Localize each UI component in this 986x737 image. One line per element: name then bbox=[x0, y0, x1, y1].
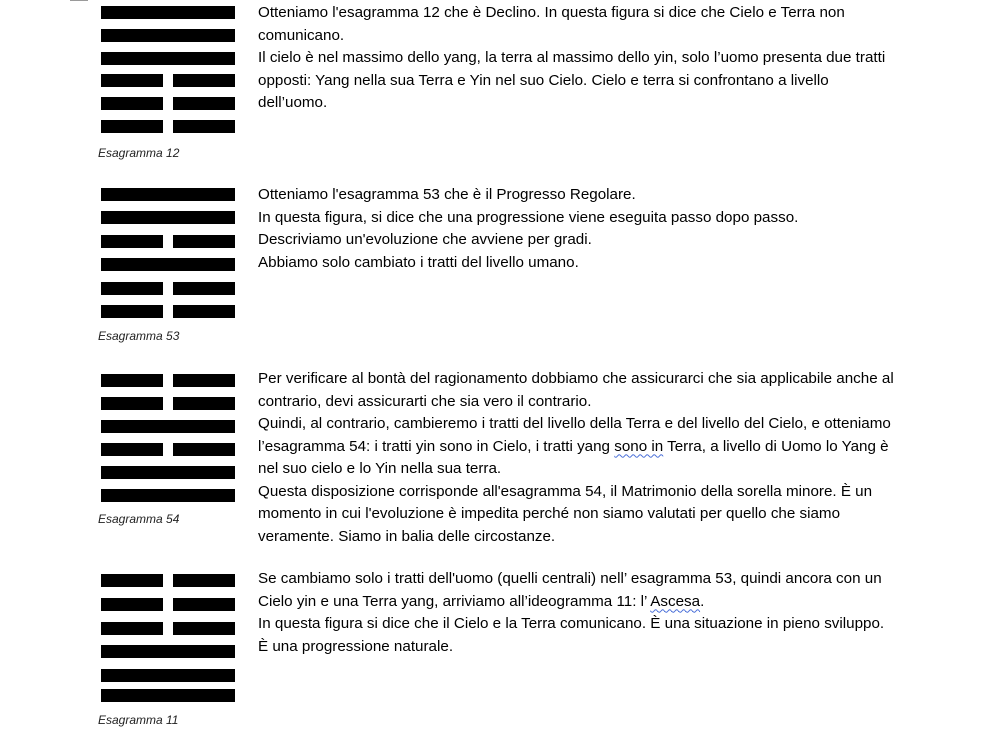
hexagram-line bbox=[101, 420, 235, 433]
hexagram-line bbox=[101, 305, 235, 318]
hexagram-figure-54 bbox=[101, 374, 235, 502]
hexagram-line bbox=[101, 374, 235, 387]
hexagram-line bbox=[101, 29, 235, 42]
spellcheck-flagged-text[interactable]: sono in bbox=[614, 437, 664, 455]
hexagram-line bbox=[101, 188, 235, 201]
paragraph: Otteniamo l'esagramma 53 che è il Progresso Regolare. bbox=[258, 186, 636, 203]
hexagram-line bbox=[101, 622, 235, 635]
paragraph-text: Terra, a livello di Uomo lo Yang è nel suo cielo e lo Yin nella sua terra. bbox=[258, 437, 889, 477]
hexagram-line bbox=[101, 120, 235, 133]
hexagram-caption: Esagramma 12 bbox=[98, 146, 180, 160]
hexagram-line bbox=[101, 6, 235, 19]
section-text bbox=[258, 184, 898, 274]
paragraph: Descriviamo un'evoluzione che avviene per gradi. bbox=[258, 231, 592, 248]
hexagram-line bbox=[101, 466, 235, 479]
hexagram-line bbox=[101, 645, 235, 658]
hexagram-line bbox=[101, 443, 235, 456]
paragraph bbox=[258, 568, 898, 613]
spellcheck-flagged-text[interactable]: Ascesa bbox=[650, 592, 701, 610]
hexagram-line bbox=[101, 235, 235, 248]
hexagram-line bbox=[101, 74, 235, 87]
paragraph: Otteniamo l'esagramma 12 che è Declino. In questa figura si dice che Cielo e Terra non comunicano. bbox=[258, 4, 845, 44]
hexagram-figure-11 bbox=[101, 574, 235, 702]
paragraph: Per verificare al bontà del ragionamento dobbiamo che assicurarci che sia applicabile anche al contrario, devi assicurarti che sia vero il contrario. bbox=[258, 370, 894, 410]
hexagram-line bbox=[101, 258, 235, 271]
hexagram-line bbox=[101, 598, 235, 611]
paragraph-text: . bbox=[700, 592, 705, 610]
hexagram-line bbox=[101, 574, 235, 587]
hexagram-line bbox=[101, 689, 235, 702]
section-text bbox=[258, 368, 898, 548]
paragraph bbox=[258, 413, 898, 481]
paragraph: Il cielo è nel massimo dello yang, la terra al massimo dello yin, solo l’uomo presenta due tratti opposti: Yang nella sua Terra e Yin nel suo Cielo. Cielo e terra si confrontano a livello dell’uomo. bbox=[258, 49, 886, 111]
paragraph: Abbiamo solo cambiato i tratti del livello umano. bbox=[258, 253, 579, 271]
hexagram-line bbox=[101, 211, 235, 224]
hexagram-line bbox=[101, 397, 235, 410]
hexagram-figure-12 bbox=[101, 6, 235, 133]
paragraph-text: Se cambiamo solo i tratti dell'uomo (quelli centrali) nell’ esagramma 53, quindi ancora con un Cielo yin e una Terra yang, arriviamo all’ideogramma 11: l’ bbox=[258, 570, 882, 610]
paragraph: In questa figura, si dice che una progressione viene eseguita passo dopo passo. bbox=[258, 208, 799, 226]
page-corner-mark bbox=[70, 0, 88, 1]
paragraph-text: Quindi, al contrario, cambieremo i tratti del livello della Terra e del livello del Cielo, e otteniamo l’esagramma 54: i tratti yin sono in Cielo, i tratti yang bbox=[258, 415, 891, 455]
hexagram-line bbox=[101, 489, 235, 502]
hexagram-line bbox=[101, 669, 235, 682]
hexagram-caption: Esagramma 53 bbox=[98, 329, 180, 343]
hexagram-line bbox=[101, 52, 235, 65]
paragraph: In questa figura si dice che il Cielo e la Terra comunicano. È una situazione in pieno sviluppo. È una progressione naturale. bbox=[258, 615, 885, 655]
hexagram-line bbox=[101, 97, 235, 110]
section-text bbox=[258, 2, 898, 115]
hexagram-figure-53 bbox=[101, 188, 235, 318]
paragraph: Questa disposizione corrisponde all'esagramma 54, il Matrimonio della sorella minore. È un momento in cui l'evoluzione è impedita perché non siamo valutati per quello che siamo veramente. Siamo in balia delle circostanze. bbox=[258, 482, 873, 545]
section-text bbox=[258, 568, 898, 658]
hexagram-caption: Esagramma 11 bbox=[98, 713, 179, 727]
hexagram-caption: Esagramma 54 bbox=[98, 512, 180, 526]
hexagram-line bbox=[101, 282, 235, 295]
